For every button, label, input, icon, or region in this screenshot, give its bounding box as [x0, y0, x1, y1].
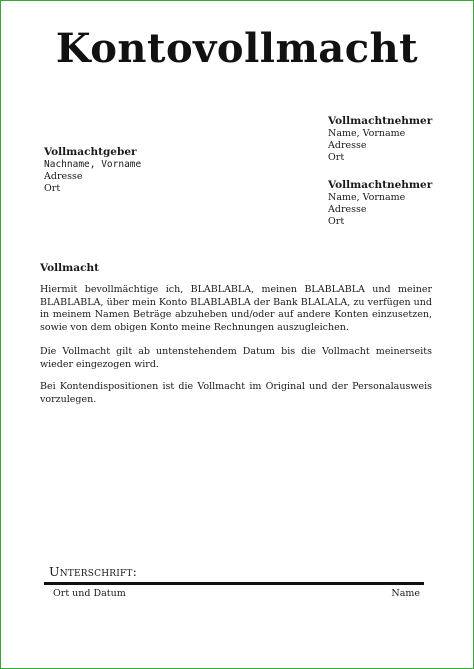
section-title: Vollmacht [40, 262, 99, 274]
grantee-heading: Vollmachtnehmer [328, 179, 433, 191]
paragraph-validity: Die Vollmacht gilt ab untenstehendem Datum bis die Vollmacht meinerseits wieder eingezogen wird. [40, 346, 432, 370]
signature-place-date: Ort und Datum [53, 588, 126, 599]
signature-name: Name [391, 588, 420, 599]
grantee-city: Ort [328, 215, 345, 227]
signature-line [44, 582, 424, 585]
grantee-block-2 [328, 179, 432, 227]
grantee-name: Name, Vorname [328, 128, 406, 139]
document-title: Kontovollmacht [55, 25, 419, 72]
grantee-address: Adresse [328, 203, 367, 215]
grantee-heading: Vollmachtnehmer [328, 115, 433, 127]
grantor-address: Adresse [44, 170, 83, 182]
grantee-name: Name, Vorname [328, 192, 406, 203]
paragraph-authorization: Hiermit bevollmächtige ich, BLABLABLA, meinen BLABLABLA und meiner BLABLABLA, über mein Konto BLABLABLA der Bank BLALALA, zu verfügen und in meinem Namen Beträge abzuheben und/oder auf andere Konten einzusetzen, sowie von dem obigen Konto meine Rechnungen auszugleichen. [40, 284, 432, 333]
grantee-address: Adresse [328, 139, 367, 151]
grantor-heading: Vollmachtgeber [44, 146, 137, 158]
grantor-block [44, 146, 141, 194]
paragraph-requirements: Bei Kontendispositionen ist die Vollmacht im Original und der Personalausweis vorzulegen. [40, 381, 432, 405]
grantee-city: Ort [328, 151, 345, 163]
grantor-city: Ort [44, 182, 61, 194]
grantee-block-1 [328, 115, 432, 163]
signature-label: Unterschrift: [49, 564, 138, 579]
grantor-name: Nachname, Vorname [44, 159, 142, 170]
